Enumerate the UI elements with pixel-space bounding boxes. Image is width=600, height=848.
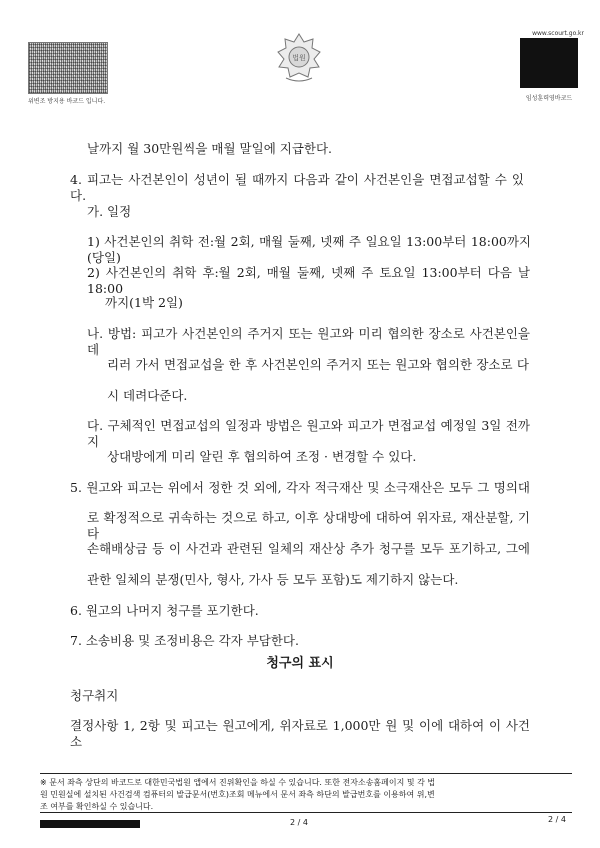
page-number-right: 2 / 4 xyxy=(548,815,566,824)
text-line: 리러 가서 면접교섭을 한 후 사건본인의 주거지 또는 원고와 협의한 장소로 다 xyxy=(107,357,529,372)
text-line: 시 데려다준다. xyxy=(107,388,188,403)
text-line: 다. 구체적인 면접교섭의 일정과 방법은 원고와 피고가 면접교섭 예정일 3일 전까지 xyxy=(87,418,530,449)
issuance-qr-code xyxy=(520,38,578,88)
text-line: 결정사항 1, 2항 및 피고는 원고에게, 위자료로 1,000만 원 및 이에 대하여 이 사건 소 xyxy=(70,718,530,749)
authentication-barcode xyxy=(28,42,108,94)
text-line: 관한 일체의 분쟁(민사, 형사, 가사 등 모두 포함)도 제기하지 않는다. xyxy=(87,572,459,587)
court-website-url: www.scourt.go.kr xyxy=(532,30,584,37)
notice-line: 원 민원실에 설치된 사건검색 컴퓨터의 발급문서(번호)조회 메뉴에서 문서 좌측 하단의 발급번호를 이용하여 위,변 xyxy=(40,790,435,799)
barcode-caption: 위변조 방지용 바코드 입니다. xyxy=(28,98,106,105)
text-line: 가. 일정 xyxy=(87,204,132,219)
verification-notice xyxy=(40,773,572,813)
text-line: 6. 원고의 나머지 청구를 포기한다. xyxy=(70,603,259,618)
text-line: 상대방에게 미리 알린 후 협의하여 조정 · 변경할 수 있다. xyxy=(107,449,417,464)
emblem-label: 법원 xyxy=(292,54,306,62)
text-line: 5. 원고와 피고는 위에서 정한 것 외에, 각자 적극재산 및 소극재산은 모두 그 명의대 xyxy=(70,480,530,495)
page-number: 2 / 4 xyxy=(290,818,308,827)
redacted-issue-number xyxy=(40,820,140,828)
text-line: 손해배상금 등 이 사건과 관련된 일체의 재산상 추가 청구를 모두 포기하고, 그에 xyxy=(87,541,530,556)
text-line: 7. 소송비용 및 조정비용은 각자 부담한다. xyxy=(70,633,299,648)
section-title: 청구의 표시 xyxy=(266,656,334,671)
text-line: 1) 사건본인의 취학 전:월 2회, 매월 둘째, 넷째 주 일요일 13:00부터 18:00까지(당일) xyxy=(87,234,531,265)
text-line: 나. 방법: 피고가 사건본인의 주거지 또는 원고와 미리 협의한 장소로 사건본인을 데 xyxy=(87,326,530,357)
notice-line: 조 여부를 확인하실 수 있습니다. xyxy=(40,802,154,811)
text-line: 2) 사건본인의 취학 후:월 2회, 매월 둘째, 넷째 주 토요일 13:00부터 다음 날 18:00 xyxy=(87,265,530,296)
text-line: 4. 피고는 사건본인이 성년이 될 때까지 다음과 같이 사건본인을 면접교섭할 수 있다. xyxy=(70,172,524,203)
text-line: 로 확정적으로 귀속하는 것으로 하고, 이후 상대방에 대하여 위자료, 재산분할, 기타 xyxy=(87,510,530,541)
text-line: 까지(1박 2일) xyxy=(105,295,183,310)
notice-line: ※ 문서 좌측 상단의 바코드로 대한민국법원 앱에서 진위확인을 하실 수 있습니다. 또한 전자소송홈페이지 및 각 법 xyxy=(40,778,436,787)
text-line: 청구취지 xyxy=(70,688,119,703)
qr-code-caption: 임성훈력영바코드 xyxy=(525,95,573,102)
text-line: 날까지 월 30만원씩을 매월 말일에 지급한다. xyxy=(87,141,333,156)
court-emblem-icon xyxy=(274,30,324,86)
